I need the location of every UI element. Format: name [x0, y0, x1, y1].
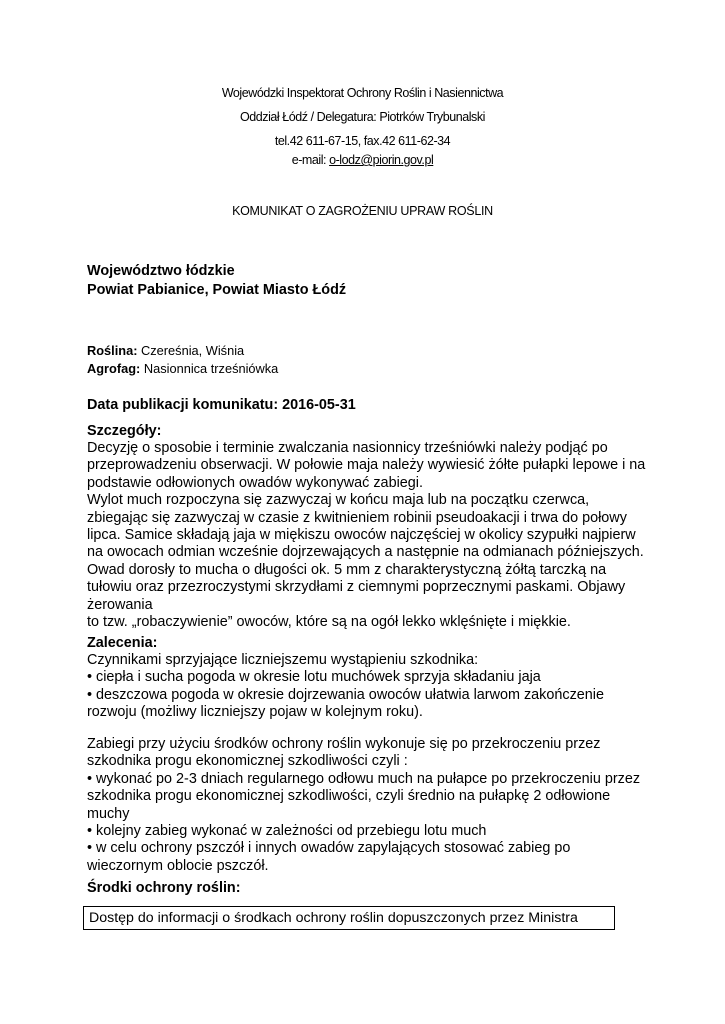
details-body — [87, 440, 647, 631]
pest-value: Nasionnica trześniówka — [140, 361, 279, 376]
protection-products-text: Dostęp do informacji o środkach ochrony roślin dopuszczonych przez Ministra — [89, 910, 578, 926]
pest-label: Agrofag: — [87, 361, 141, 376]
email-line — [0, 153, 725, 167]
branch-name: Oddział Łódź / Delegatura: Piotrków Trybunalski — [240, 110, 485, 124]
treatment-bullet: • w celu ochrony pszczół i innych owadów zapylających stosować zabieg po wieczornym oblocie pszczół. — [87, 840, 571, 874]
recommendation-line: Czynnikami sprzyjające liczniejszemu wystąpieniu szkodnika: — [87, 652, 479, 668]
details-paragraph: Decyzję o sposobie i terminie zwalczania nasionnicy trześniówki należy podjąć po przeprowadzeniu obserwacji. W połowie maja należy wywiesić żółte pułapki lepowe i na podstawie odłowionych owadów wykonywać zabiegi. — [87, 440, 646, 491]
pest-line — [87, 361, 278, 376]
document-title: KOMUNIKAT O ZAGROŻENIU UPRAW ROŚLIN — [232, 204, 493, 218]
treatment-line: Zabiegi przy użyciu środków ochrony roślin wykonuje się po przekroczeniu przez szkodnika progu ekonomicznej szkodliwości czyli : — [87, 736, 601, 770]
recommendations-title: Zalecenia: — [87, 635, 158, 651]
protection-products-title: Środki ochrony roślin: — [87, 880, 241, 896]
email-link[interactable]: o-lodz@piorin.gov.pl — [329, 153, 434, 167]
publication-date: Data publikacji komunikatu: 2016-05-31 — [87, 397, 356, 413]
plant-label: Roślina: — [87, 343, 138, 358]
plant-value: Czereśnia, Wiśnia — [137, 343, 245, 358]
recommendations-body — [87, 652, 647, 722]
org-name: Wojewódzki Inspektorat Ochrony Roślin i Nasiennictwa — [221, 86, 504, 100]
treatments-body — [87, 736, 647, 875]
treatment-bullet: • kolejny zabieg wykonać w zależności od przebiegu lotu much — [87, 823, 487, 840]
details-title: Szczegóły: — [87, 423, 162, 439]
plant-line — [87, 343, 244, 358]
treatment-bullet: • wykonać po 2-3 dniach regularnego odłowu much na pułapce po przekroczeniu przez szkodnika progu ekonomicznej szkodliwości, czyli średnio na pułapkę 2 odłowione muchy — [87, 770, 641, 822]
counties: Powiat Pabianice, Powiat Miasto Łódź — [87, 282, 347, 298]
details-paragraph: to tzw. „robaczywienie” owoców, które są na ogół lekko wklęśnięte i miękkie. — [87, 614, 571, 631]
details-paragraph: Wylot much rozpoczyna się zazwyczaj w końcu maja lub na początku czerwca, zbiegając się zazwyczaj w czasie z kwitnieniem robinii pseudoakacji i trwa do połowy lipca. Samice składają jaja w miękiszu owoców najczęściej w okolicy szypułki najpierw na owocach odmian wcześnie dojrzewających a następnie na odmianach późniejszych. Owad dorosły to mucha o długości ok. 5 mm z charakterystyczną żółtą tarczką na tułowiu oraz przezroczystymi skrzydłami z ciemnymi poprzecznymi paskami. Objawy żerowania — [87, 492, 644, 613]
recommendation-bullet: • ciepła i sucha pogoda w okresie lotu muchówek sprzyja składaniu jaja — [87, 669, 541, 686]
recommendation-bullet: • deszczowa pogoda w okresie dojrzewania owoców ułatwia larwom zakończenie rozwoju (możliwy liczniejszy pojaw w kolejnym roku). — [87, 686, 604, 721]
voivodeship: Województwo łódzkie — [87, 263, 235, 279]
phone-fax: tel.42 611-67-15, fax.42 611-62-34 — [274, 134, 451, 148]
email-label: e-mail: — [291, 153, 330, 167]
protection-products-box — [83, 906, 615, 930]
